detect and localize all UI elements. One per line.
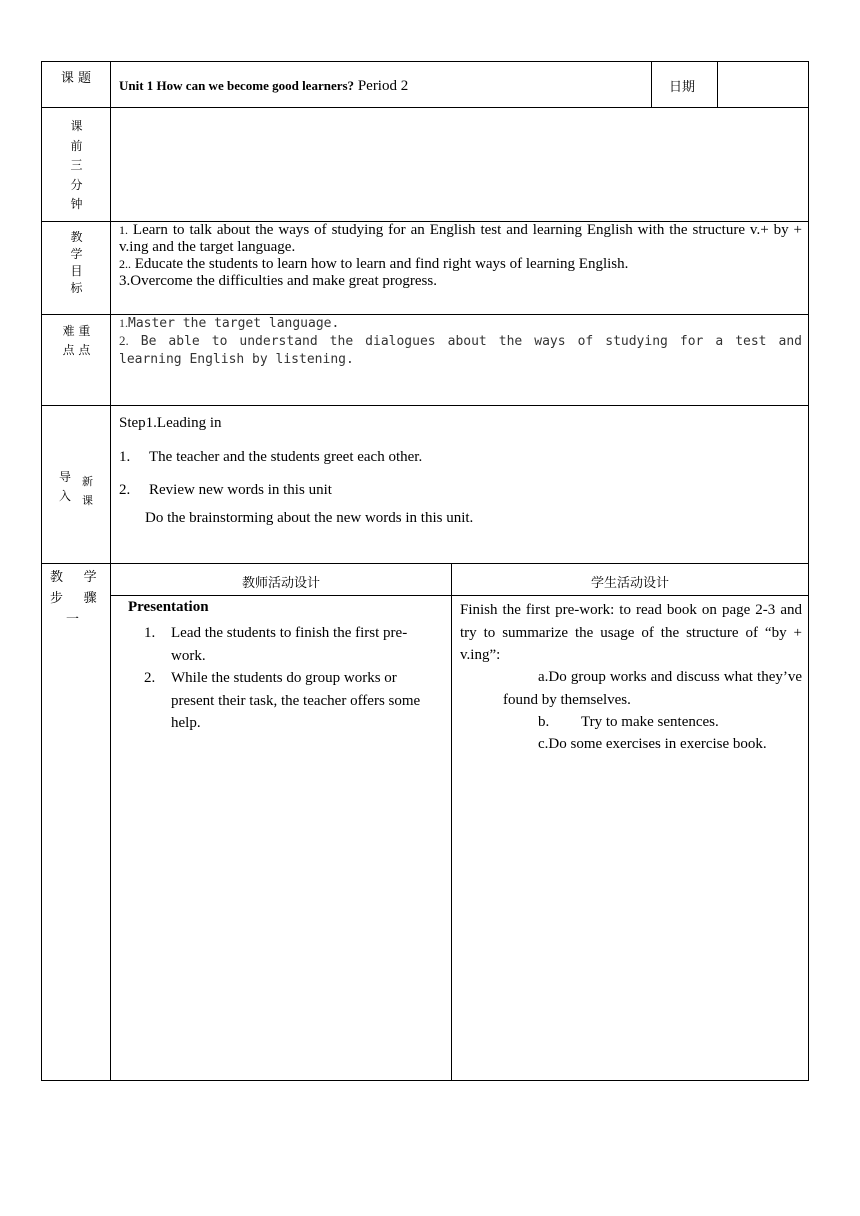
goal-text: Educate the students to learn how to learn and find right ways of learning English.: [131, 256, 629, 272]
label-row: 一: [66, 612, 80, 627]
student-intro: Finish the first pre-work: to read book on page 2-3 and try to summarize the usage of the structure of “by + v.ing”:: [460, 602, 802, 663]
lead-in-item-2-detail: Do the brainstorming about the new words in this unit.: [145, 510, 474, 526]
student-item-c: [503, 733, 802, 756]
lead-in-num: 2.: [119, 482, 131, 498]
goal-num: 2..: [119, 257, 131, 271]
label-char: 教: [70, 230, 83, 244]
label-char: 三: [70, 158, 83, 172]
lesson-title: [119, 77, 408, 95]
teacher-item-num: 1.: [144, 625, 156, 641]
lesson-period: Period 2: [354, 78, 409, 94]
teacher-item-1: [144, 622, 444, 667]
goal-item-1: [119, 222, 802, 256]
goal-item-2: [119, 256, 802, 273]
lesson-title-bold: Unit 1 How can we become good learners?: [119, 78, 355, 93]
key-point-text: Master the target language.: [128, 316, 340, 331]
label-char: 入: [59, 489, 72, 503]
topic-label-cell: [41, 61, 111, 108]
teacher-item-text: Lead the students to finish the first pre-work.: [171, 625, 408, 664]
label-char: 学: [70, 247, 83, 261]
key-point-text: Be able to understand the dialogues about the ways of studying for a test and learning English by listening.: [119, 334, 802, 367]
pre-class-label: [42, 117, 111, 215]
label-char: 课: [82, 494, 93, 507]
lead-in-label-cell: [41, 405, 111, 564]
goal-text: Learn to talk about the ways of studying for an English test and learning English with the structure v.+ by + v.ing and the target language.: [119, 222, 802, 255]
goals-content-cell: [110, 221, 809, 315]
teacher-item-num: 2.: [144, 670, 156, 686]
label-row: 点 点: [62, 343, 91, 357]
student-header: 学生活动设计: [590, 576, 669, 591]
label-row: 难 重: [62, 324, 91, 338]
key-points-label: [42, 322, 111, 360]
student-activity-cell: [451, 595, 809, 1081]
label-char: 分: [70, 177, 83, 192]
pre-class-label-cell: [41, 107, 111, 222]
topic-label: 课 题: [60, 71, 92, 86]
steps-label-cell: [41, 563, 111, 1081]
student-item-text: Try to make sentences.: [581, 714, 719, 730]
lead-in-text: Review new words in this unit: [149, 482, 332, 498]
label-char: 课: [70, 119, 83, 133]
student-item-text: a.Do group works and discuss what they’ve found by themselves.: [503, 669, 802, 708]
lead-in-text: The teacher and the students greet each other.: [149, 449, 423, 465]
lead-in-item-2: [119, 482, 332, 499]
lead-in-content-cell: [110, 405, 809, 564]
title-cell: [110, 61, 652, 108]
key-point-num: 2.: [119, 333, 129, 348]
lead-in-item-1: [119, 449, 422, 466]
teacher-header-cell: [110, 563, 452, 596]
label-char: 目: [70, 264, 83, 278]
goals-label-cell: [41, 221, 111, 315]
pre-class-content-cell: [110, 107, 809, 222]
key-points-label-cell: [41, 314, 111, 406]
label-row: 步 骤: [50, 591, 97, 606]
date-label: 日期: [669, 80, 696, 95]
key-points-content-cell: [110, 314, 809, 406]
key-point-num: 1.: [119, 316, 128, 330]
goal-item-3: 3.Overcome the difficulties and make great progress.: [119, 273, 437, 289]
student-item-b: [538, 711, 719, 734]
label-char: 前: [70, 138, 83, 153]
goal-num: 1.: [119, 223, 128, 237]
student-item-a: [503, 666, 802, 711]
label-char: 新: [82, 475, 93, 488]
lead-in-num: 1.: [119, 449, 131, 465]
label-char: 钟: [70, 197, 83, 211]
key-point-2: [119, 332, 802, 369]
date-label-cell: [651, 61, 718, 108]
lead-in-step-title: Step1.Leading in: [119, 415, 222, 431]
student-item-num: b.: [538, 714, 550, 730]
teacher-item-2: [144, 667, 444, 735]
label-row: 教 学: [50, 570, 97, 585]
goals-label: [42, 229, 111, 297]
student-header-cell: [451, 563, 809, 596]
student-item-text: c.Do some exercises in exercise book.: [538, 736, 767, 752]
date-value-cell[interactable]: [717, 61, 809, 108]
teacher-activity-cell: [110, 595, 452, 1081]
presentation-heading: Presentation: [128, 599, 209, 615]
steps-label: [50, 567, 106, 630]
teacher-header: 教师活动设计: [241, 576, 320, 591]
label-char: 标: [70, 281, 83, 295]
key-point-1: [119, 315, 802, 332]
label-char: 导: [59, 470, 72, 484]
teacher-item-text: While the students do group works or present their task, the teacher offers some help.: [171, 670, 421, 731]
